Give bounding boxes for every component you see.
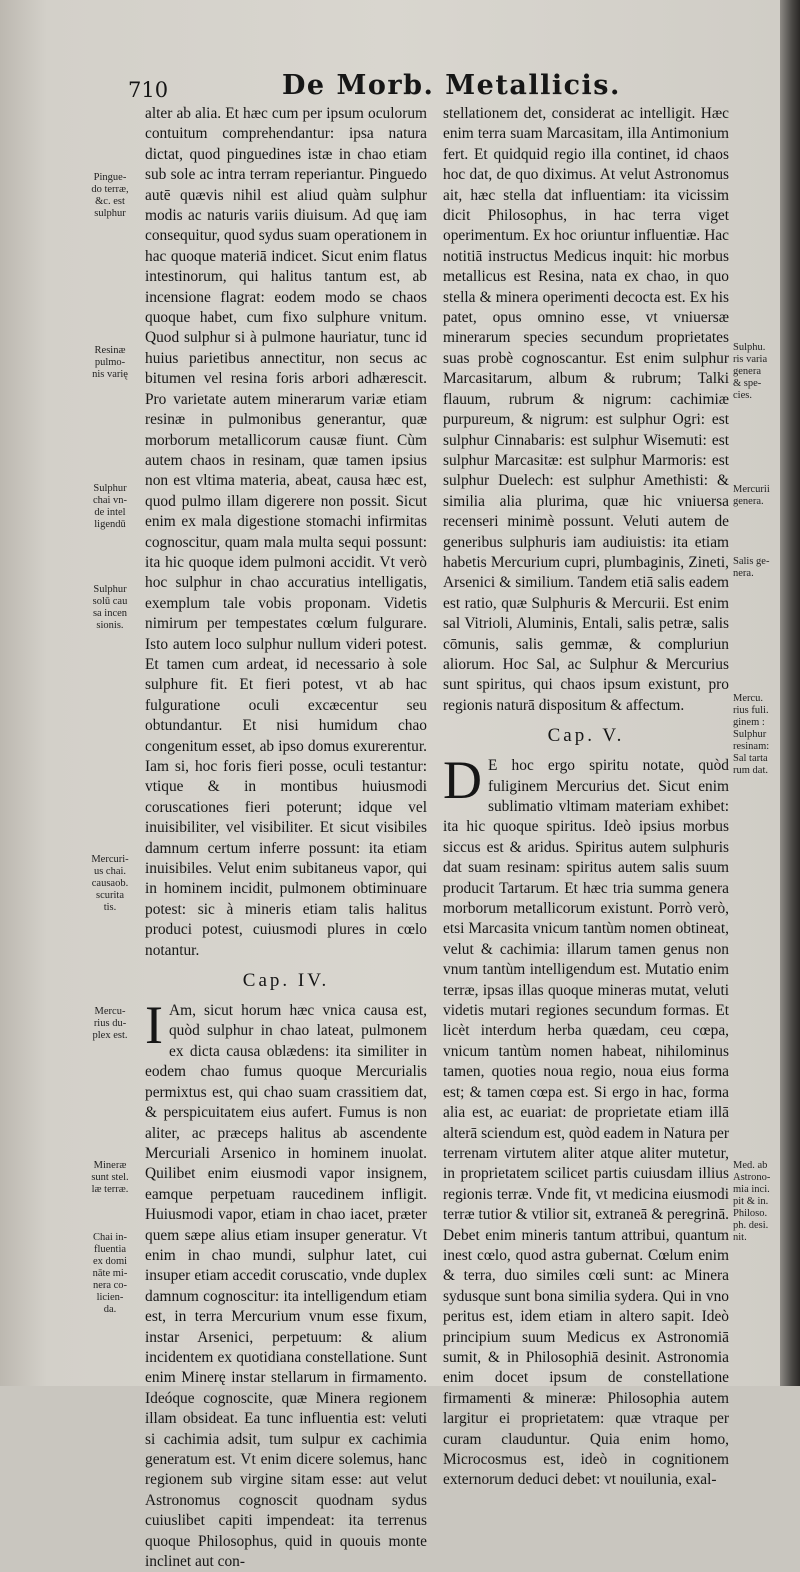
margin-note: Resinæ pulmo- nis varię bbox=[92, 345, 128, 380]
margin-note: Mercuri- us chai. causaob. scurita tis. bbox=[91, 854, 129, 913]
margin-note: Salis ge- nera. bbox=[733, 556, 770, 579]
left-column bbox=[145, 104, 427, 1572]
paragraph-text: Am, sicut horum hæc vnica causa est, quòd sulphur in chao lateat, pulmonem ex dicta causa oblædens: ita similiter in eodem chao fumus quoque Mercurialis permixtus est, qui chao suam crassitiem dat, & perspicuitatem eius aufert. Fumus is non aliter, ac præceps halitus ab ascendente Mercuriali Arsenico in hominem inuolat. Quilibet enim eiusmodi vapor insignem, eamque perpetuam raucedinem infligit. Huiusmodi vapor, etiam in chao iacet, præter quem sæpe alius etiam insuper generatur. Vt enim in chao mundi, sulphur latet, cui insuper etiam accedit coruscatio, vnde duplex damnum cognoscitur: ita intelligendum etiam est, in terra Mercurium vnum esse fixum, instar Arsenici, perpetuum: & alium incidentem ex quotidiana constellatione. Sunt enim Minerę instar stellarum in firmamento. Ideóque cognoscite, quæ Minera regionem illam obsideat. Ea tunc influentia est: veluti si cachimia adsit, tum sulpur ex cachimia generatum est. Vt enim dicere solemus, hanc regionem sub virgine sitam esse: aut velut Astronomus cognoscit quodnam sydus cuiuslibet capiti impendeat: ita terrenus quoque Philosophus, quid in quouis monte inclinet aut con- bbox=[145, 1002, 427, 1571]
margin-note: Sulphur chai vn- de intel ligendū bbox=[92, 483, 128, 530]
chapter-heading: Cap. IV. bbox=[242, 970, 330, 992]
chapter-paragraph bbox=[443, 750, 729, 1491]
drop-cap: I bbox=[145, 995, 163, 1056]
margin-note: Pingue- do terræ, &c. est sulphur bbox=[91, 172, 129, 219]
margin-note: Med. ab Astrono- mia inci. pit & in. Philoso. ph. desi. nit. bbox=[733, 1160, 771, 1243]
margin-note: Mineræ sunt stel. læ terræ. bbox=[91, 1160, 129, 1195]
margin-note: Sulphu. ris varia genera & spe- cies. bbox=[733, 342, 768, 401]
paragraph: alter ab alia. Et hæc cum per ipsum oculorum contuitum comprehendantur: ipsa natura dictat, quod pinguedines istæ in chao etiam sub sole ac intra terram reperiantur. Pinguedo autē quævis nihil est aliud quàm sulphur modis ac naturis variis diuisum. Ad quę iam consequitur, quod sydus suam operationem in hac quoque materiā indicet. Sicut enim flatus intestinorum, qui halitus tantum est, ab incensione flagrat: eodem modo se chaos quoque habet, cum fixo sulphure vnitum. Quod sulphur si à pulmone hauriatur, tunc id huius parietibus annectitur, non secus ac bitumen vel resina foris arbori adhærescit. Pro varietate autem minerarum variæ etiam resinæ in pulmonibus generantur, quæ morborum metallicorum causæ fiunt. Cùm autem chaos in resinam, quæ tamen ipsius non est vltima materia, abeat, causa hæc est, quod pulmo illam digerere non possit. Sicut enim ex mala digestione stomachi infirmitas cognoscitur, quam mala multa sequi possunt: ita hic quoque idem pulmoni accidit. Vt verò hoc sulphur in chao accuratius intelligatis, exemplum tale vobis proponam. Videtis nimirum per tempestates cœlum fulgurare. Isto autem loco sulphur nullum videri potest. Et tamen cum ardeat, id necessario à sole sulphure fit. Et fieri potest, vt ab hac fulguratione oculi excæcentur seu obtundantur. Et nisi humidum chao congenitum esset, ab ipso domus exurerentur. Iam si, hoc foris fieri posse, oculi testantur: vtique & in montibus huiusmodi coruscationes fieri poterunt; idque vel inuisibiliter, vel visibiliter. Et sicut visibiles damnum certum inferre possunt: ita etiam inuisibiles. Velut enim subitaneus vapor, qui in hominem incidit, pulmonem obtiminuare potest: sic à mineris etiam talis halitus produci potest, cuiusmodi plures in cœlo notantur. bbox=[145, 105, 427, 959]
paragraph: stellationem det, considerat ac intelligit. Hæc enim terra suam Marcasitam, illa Antimonium fert. Et quidquid regio illa continet, id chaos hoc dat, de quo diximus. At velut Astronomus ait, hæc stella dat influentiam: ita vicissim dicit Philosophus, in hac terra viget operimentum. Ex hoc oriuntur influentiæ. Hac notitiā instructus Medicus inquit: hic morbus metallicus est Resina, nata ex chao, in quo stella & minera operimenti decocta est. Ex his patet, opus omnino esse, vt vniuersæ minerarum species secundum proprietates suas probè cognoscantur. Est enim sulphur Marcasitarum, album & rubrum; Talki flauum, rubrum & nigrum: cachimiæ purpureum, & nigrum: est sulphur Ogri: est sulphur Cinnabaris: est sulphur Wisemuti: est sulphur Marcasitæ: est sulphur Marmoris: est sulphur Duelech: est sulphur Amethisti: & similia alia plurima, quæ hic vniuersa recenseri minimè possunt. Veluti autem de generibus sulphuris iam audiuistis: ita etiam habetis Mercurium cupri, plumbaginis, Zineti, Arsenici & similium. Tandem etiā salis eadem est ratio, quæ Sulphuris & Mercurii. Est enim sal Vitrioli, Aluminis, Entali, salis petræ, salis cōmunis, salis gemmæ, & compluriun aliorum. Hoc Sal, ac Sulphur & Mercurius sunt spiritus, qui chaos ipsum existunt, pro regionis naturā dispositum & affectum. bbox=[443, 105, 729, 714]
margin-note: Mercurii genera. bbox=[733, 484, 770, 507]
book-gutter bbox=[780, 0, 800, 1386]
margin-note: Mercu. rius fuli. ginem : Sulphur resinam: Sal tarta rum dat. bbox=[733, 693, 770, 776]
drop-cap: D bbox=[443, 750, 482, 811]
margin-note: Sulphur solū cau sa incen sionis. bbox=[92, 584, 128, 631]
paragraph-text: E hoc ergo spiritu notate, quòd fuliginem Mercurius det. Sicut enim sublimatio vltimam materiam exhibet: ita hic quoque spiritus. Ideò ipsius morbus siccus est & aridus. Spiritus autem sulphuris dat suam resinam: spiritus autem salis suum producit Tartarum. Et hæc tria summa genera morborum metallicorum existunt. Porrò verò, etsi Marcasita vnicum tantùm nomen obtineat, velut & cachimia: illarum tamen genus non vnum tantùm intelligendum est. Mutatio enim terræ, ipsas illas quoque mineras mutat, veluti videtis mutari regiones secundum formas. Et licèt interdum herba quædam, ceu cœpa, vnicum tantùm nomen habeat, nihilominus tamen, quoties noua regio, noua eius forma est; & tamen cœpa est. Si ergo in hac, forma alia est, ac euariat: de proprietate etiam illā alterā sciendum est, quòd eadem in Natura per terrenam virtutem aliter atque aliter mutetur, in proprietatem scilicet partis cuiusdam illius regionis terræ. Vnde fit, vt medicina eiusmodi terræ tutior & vtilior sit, extraneā & peregrinā. Debet enim mineris tantum attribui, quantum inest cœlo, quod astra gubernat. Cœlum enim & terra, duo similes cœli sunt: ac Minera sydusque sunt bona similia sydera. Qui in vno peritus est, idem etiam in altero sapit. Ideò principium suum Medicus ex Astronomiā sumit, & in Philosophiā desinit. Astronomia enim docet ipsum de constellatione firmamenti & mineræ: Philosophia autem largitur ei proprietatem: quæ vtraque per curam clauduntur. Quia enim homo, Microcosmus est, ideò in cognitionem externorum deduci debet: vt nouilunia, exal- bbox=[443, 757, 729, 1489]
chapter-heading: Cap. V. bbox=[547, 725, 625, 747]
running-head: De Morb. Metallicis. bbox=[282, 70, 621, 101]
page-number: 710 bbox=[128, 78, 169, 102]
right-column bbox=[443, 104, 729, 1491]
chapter-paragraph bbox=[145, 995, 427, 1572]
margin-note: Mercu- rius du- plex est. bbox=[92, 1006, 128, 1041]
margin-note: Chai in- fluentia ex domi nāte mi- nera co- licien- da. bbox=[92, 1232, 128, 1315]
